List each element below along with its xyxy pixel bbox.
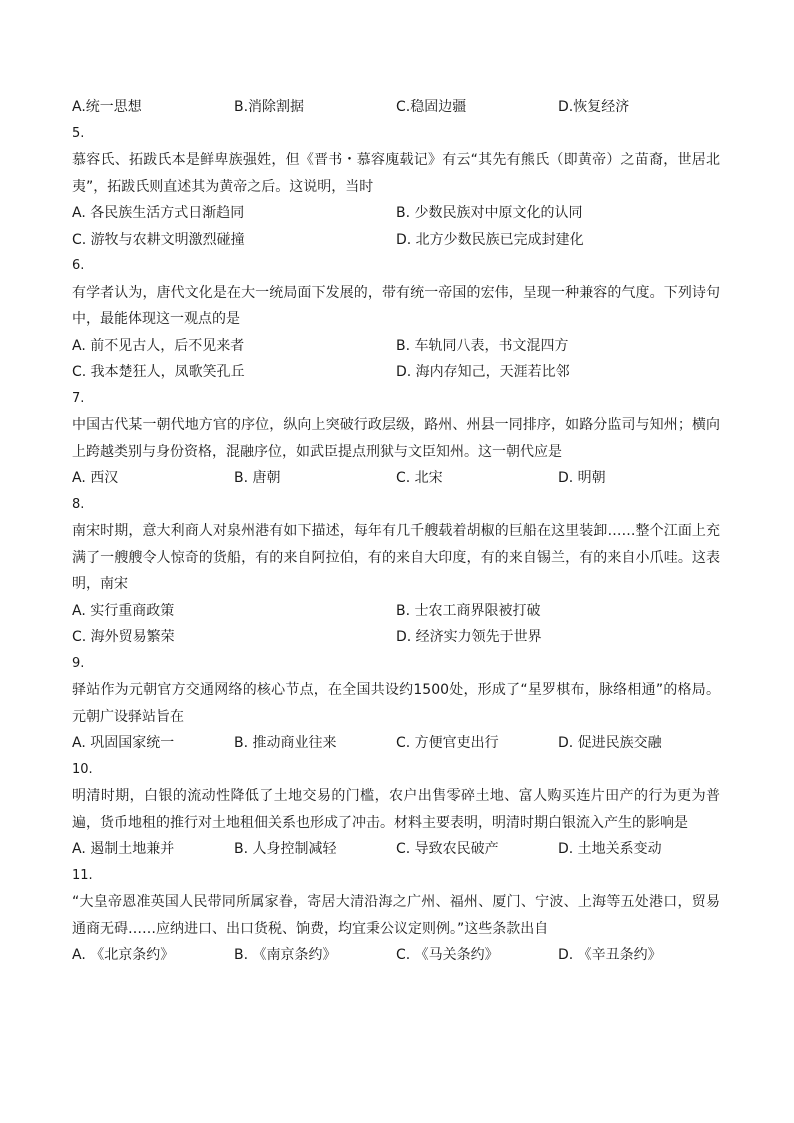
q5-options-row1 <box>72 200 720 227</box>
q9-options <box>72 730 720 757</box>
q10-number: 10. <box>72 761 93 777</box>
q9-number: 9. <box>72 655 85 671</box>
q8-option-b[interactable]: B. 士农工商界限被打破 <box>396 602 541 619</box>
q9-option-c[interactable]: C. 方便官吏出行 <box>396 735 499 751</box>
q5-options-row2 <box>72 227 720 254</box>
q7-option-d[interactable]: D. 明朝 <box>558 470 606 486</box>
q6-option-a[interactable]: A. 前不见古人，后不见来者 <box>72 337 245 354</box>
q7-option-c[interactable]: C. 北宋 <box>396 470 443 486</box>
q9-option-a[interactable]: A. 巩固国家统一 <box>72 735 175 751</box>
q4-option-d[interactable]: D.恢复经济 <box>558 99 630 115</box>
q8-option-a[interactable]: A. 实行重商政策 <box>72 602 175 619</box>
q7-options <box>72 465 720 492</box>
q7-stem: 中国古代某一朝代地方官的序位，纵向上突破行政层级，路州、州县一同排序，如路分监司与知州；横向上跨越类别与身份资格，混融序位，如武臣提点刑狱与文臣知州。这一朝代应是 <box>72 417 720 460</box>
q8-options-row2 <box>72 624 720 651</box>
q5-option-c[interactable]: C. 游牧与农耕文明激烈碰撞 <box>72 231 245 248</box>
q11-option-d[interactable]: D. 《辛丑条约》 <box>558 947 662 963</box>
q10-option-d[interactable]: D. 土地关系变动 <box>558 841 662 857</box>
q8-options-row1 <box>72 598 720 625</box>
q10-option-a[interactable]: A. 遏制土地兼并 <box>72 841 175 857</box>
q5-number: 5. <box>72 125 85 141</box>
q5-stem: 慕容氏、拓跋氏本是鲜卑族强姓，但《晋书・慕容廆载记》有云“其先有熊氏（即黄帝）之苗裔，世居北夷”，拓跋氏则直述其为黄帝之后。这说明，当时 <box>72 152 720 195</box>
q5-option-b[interactable]: B. 少数民族对中原文化的认同 <box>396 205 583 221</box>
exam-page <box>72 94 720 969</box>
q11-options <box>72 942 720 969</box>
q11-option-b[interactable]: B. 《南京条约》 <box>234 947 337 963</box>
q7-number: 7. <box>72 390 85 406</box>
q11-option-a[interactable]: A. 《北京条约》 <box>72 947 175 963</box>
q6-option-c[interactable]: C. 我本楚狂人，凤歌笑孔丘 <box>72 364 245 380</box>
q6-options-row1 <box>72 333 720 360</box>
q7-option-a[interactable]: A. 西汉 <box>72 470 119 486</box>
q9-option-b[interactable]: B. 推动商业往来 <box>234 735 337 751</box>
q6-number: 6. <box>72 258 85 273</box>
q8-number: 8. <box>72 496 85 512</box>
q4-option-c[interactable]: C.稳固边疆 <box>396 99 467 115</box>
q5-option-a[interactable]: A. 各民族生活方式日渐趋同 <box>72 205 245 221</box>
q8-option-c[interactable]: C. 海外贸易繁荣 <box>72 629 175 645</box>
q10-option-c[interactable]: C. 导致农民破产 <box>396 841 499 857</box>
q4-option-b[interactable]: B.消除割据 <box>234 99 305 115</box>
q9-option-d[interactable]: D. 促进民族交融 <box>558 735 662 751</box>
q5-option-d[interactable]: D. 北方少数民族已完成封建化 <box>396 231 584 248</box>
q10-option-b[interactable]: B. 人身控制减轻 <box>234 841 337 857</box>
q6-option-d[interactable]: D. 海内存知己，天涯若比邻 <box>396 364 570 380</box>
q6-options-row2 <box>72 359 720 386</box>
q11-number: 11. <box>72 867 93 883</box>
q10-options <box>72 836 720 863</box>
q9-stem: 驿站作为元朝官方交通网络的核心节点，在全国共设约1500处，形成了“星罗棋布，脉络相通”的格局。元朝广设驿站旨在 <box>72 682 720 725</box>
q8-option-d[interactable]: D. 经济实力领先于世界 <box>396 629 542 645</box>
q6-stem: 有学者认为，唐代文化是在大一统局面下发展的，带有统一帝国的宏伟，呈现一种兼容的气度。下列诗句中，最能体现这一观点的是 <box>72 284 720 327</box>
q11-stem: “大皇帝恩准英国人民带同所属家眷，寄居大清沿海之广州、福州、厦门、宁波、上海等五处港口，贸易通商无碍……应纳进口、出口货税、饷费，均宜秉公议定则例。”这些条款出自 <box>72 894 720 937</box>
q6-option-b[interactable]: B. 车轨同八表，书文混四方 <box>396 337 569 354</box>
q7-option-b[interactable]: B. 唐朝 <box>234 470 281 486</box>
q10-stem: 明清时期，白银的流动性降低了土地交易的门槛，农户出售零碎土地、富人购买连片田产的行为更为普遍，货币地租的推行对土地租佃关系也形成了冲击。材料主要表明，明清时期白银流入产生的影响是 <box>72 788 720 831</box>
q8-stem: 南宋时期，意大利商人对泉州港有如下描述，每年有几千艘载着胡椒的巨船在这里装卸……整个江面上充满了一艘艘令人惊奇的货船，有的来自阿拉伯，有的来自大印度，有的来自锡兰，有的来自小爪哇。这表明，南宋 <box>72 523 720 592</box>
q4-option-a[interactable]: A.统一思想 <box>72 99 142 115</box>
q11-option-c[interactable]: C. 《马关条约》 <box>396 947 499 963</box>
q4-options <box>72 94 720 121</box>
